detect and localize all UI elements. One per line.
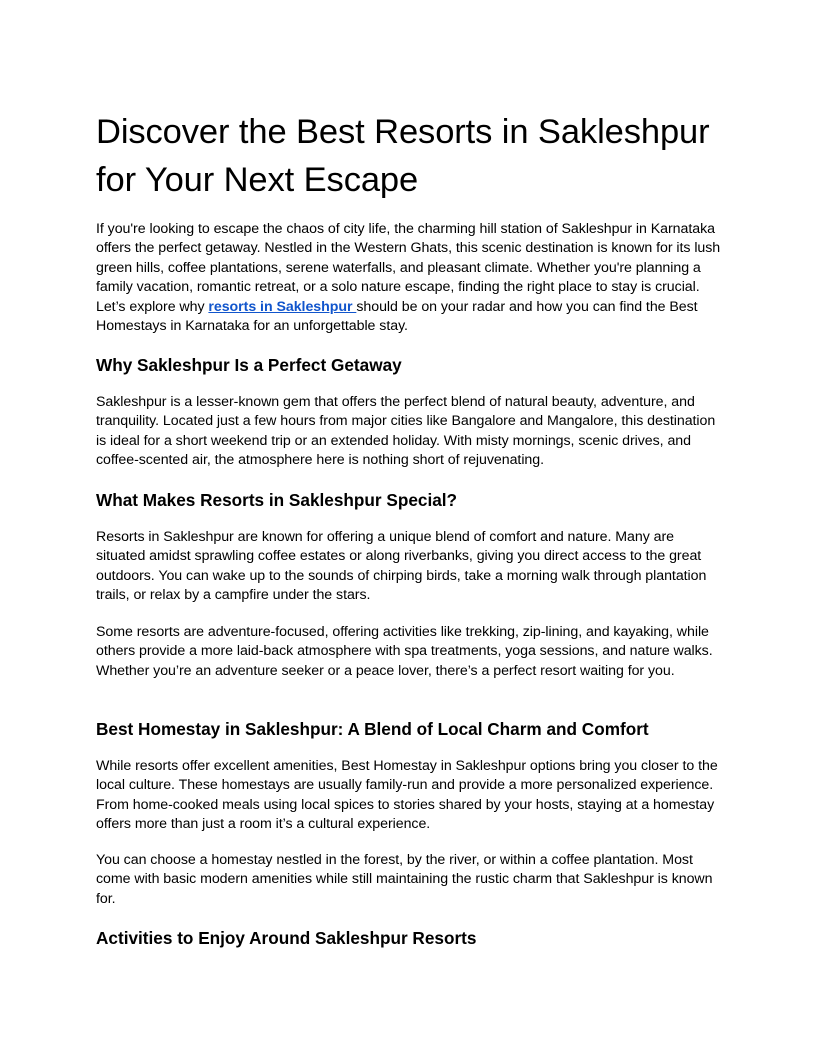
paragraph: Some resorts are adventure-focused, offering activities like trekking, zip-lining, and kayaking, while others provide a more laid-back atmosphere with spa treatments, yoga sessions, and nature walks. Whether you’re an adventure seeker or a peace lover, there’s a perfect resort waiting for you. — [96, 624, 713, 679]
section-heading: Activities to Enjoy Around Sakleshpur Resorts — [96, 928, 477, 948]
section-heading: What Makes Resorts in Sakleshpur Special? — [96, 490, 458, 510]
section-what-makes-special-body-2 — [96, 623, 726, 681]
intro-paragraph-block — [96, 220, 726, 336]
paragraph: You can choose a homestay nestled in the forest, by the river, or within a coffee plantation. Most come with basic modern amenities while still maintaining the rustic charm that Sakleshpur is known for. — [96, 852, 713, 907]
section-what-makes-special — [96, 488, 726, 512]
section-heading: Why Sakleshpur Is a Perfect Getaway — [96, 355, 402, 375]
section-best-homestay-body-2 — [96, 851, 726, 909]
intro-text-after-link: should be on your radar and how you can find the Best Homestays in Karnataka for an unforgettable stay. — [96, 298, 698, 335]
section-heading: Best Homestay in Sakleshpur: A Blend of Local Charm and Comfort — [96, 719, 649, 739]
paragraph: Sakleshpur is a lesser-known gem that offers the perfect blend of natural beauty, adventure, and tranquility. Located just a few hours from major cities like Bangalore and Mangalore, this destination is ideal for a short weekend trip or an extended holiday. With misty mornings, scenic drives, and coffee-scented air, the atmosphere here is nothing short of rejuvenating. — [96, 394, 716, 469]
page-title: Discover the Best Resorts in Sakleshpur for Your Next Escape — [96, 113, 710, 199]
intro-paragraph — [96, 220, 726, 336]
resorts-in-sakleshpur-link[interactable]: resorts in Sakleshpur — [208, 298, 357, 315]
section-activities — [96, 926, 726, 950]
section-why-sakleshpur — [96, 353, 726, 377]
intro-text-before-link: If you're looking to escape the chaos of city life, the charming hill station of Sakleshpur in Karnataka offers the perfect getaway. Nestled in the Western Ghats, this scenic destination is known for its lush green hills, coffee plantations, serene waterfalls, and pleasant climate. Whether you're planning a family vacation, romantic retreat, or a solo nature escape, finding the right place to stay is crucial. Let’s explore why — [96, 221, 721, 315]
section-what-makes-special-body-1 — [96, 528, 726, 606]
paragraph: Resorts in Sakleshpur are known for offering a unique blend of comfort and nature. Many are situated amidst sprawling coffee estates or along riverbanks, giving you direct access to the great outdoors. You can wake up to the sounds of chirping birds, take a morning walk through plantation trails, or relax by a campfire under the stars. — [96, 529, 707, 604]
section-best-homestay-body-1 — [96, 757, 726, 835]
section-best-homestay — [96, 717, 726, 741]
section-why-sakleshpur-body — [96, 393, 726, 471]
paragraph: While resorts offer excellent amenities, Best Homestay in Sakleshpur options bring you closer to the local culture. These homestays are usually family-run and provide a more personalized experience. From home-cooked meals using local spices to stories shared by your hosts, staying at a homestay offers more than just a room it’s a cultural experience. — [96, 758, 718, 833]
